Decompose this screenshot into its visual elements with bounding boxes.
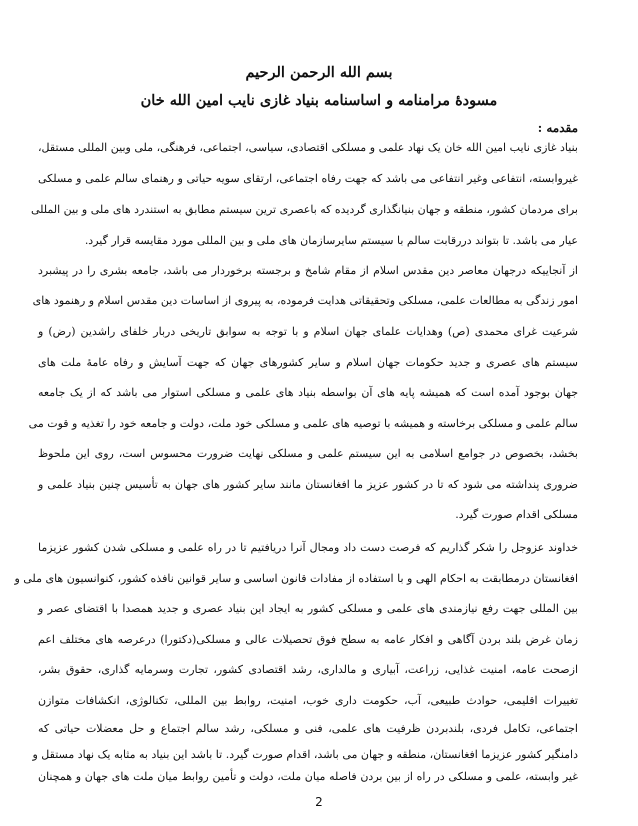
body-line: افغانستان درمطابقت به احکام الهی و با استفاده از مفادات قانون اساسی و سایر قوانین نافذه کشور، کنوانسیون های ملی و [14, 572, 578, 585]
body-line: مسلکی اقدام صورت گیرد. [455, 508, 578, 521]
body-line: عیار می باشد. تا بتواند دررقابت سالم با سیستم سایرسازمان های ملی و بین المللی مورد مقایسه قرار گیرد. [84, 234, 578, 247]
body-line: غیر وابسته، علمی و مسلکی در راه از بین بردن فاصله میان ملت، دولت و تأمین روابط میان ملت های جهان و همچنان [38, 770, 578, 783]
body-line: بین المللی جهت رفع نیازمندی های علمی و مسلکی کشور به ایجاد این بنیاد عصری و جدید همصدا با اقتضای عصر و [38, 602, 578, 615]
body-line: از آنجاییکه درجهان معاصر دین مقدس اسلام از مقام شامخ و برجسته برخوردار می باشد، جامعه بشری را در پیشبرد [38, 264, 578, 277]
page-number: 2 [315, 795, 323, 809]
body-line: ضروری پنداشته می شود که تا در کشور عزیز ما افغانستان مانند سایر کشور های جهان به تأسیس چنین بنیاد علمی و [38, 478, 578, 491]
section-heading: مقدمه : [537, 121, 578, 135]
body-line: سیستم های عصری و جدید حکومات جهان اسلام و سایر کشورهای جهان که جهت آسایش و رفاه عامۀ ملت های [38, 356, 578, 369]
basmala-heading: بسم الله الرحمن الرحیم [245, 64, 393, 81]
body-line: بخشد، بخصوص در جوامع اسلامی به این سیستم علمی و مسلکی نهایت ضرورت محسوس است، روی این ملحوظ [38, 447, 578, 460]
body-line: دامنگیر کشور عزیزما افغانستان، منطقه و جهان می باشد، اقدام صورت گیرد. تا باشد این بنیاد به مثابه یک نهاد مستقل و [32, 748, 578, 761]
body-line: اجتماعی، تکامل فردی، بلندبردن ظرفیت های علمی، فنی و مسلکی، رشد سالم اجتماع و حل معضلات حیاتی که [38, 722, 578, 735]
body-line: شرعیت غرای محمدی (ص) وهدایات علمای جهان اسلام و با توجه به سوابق تاریخی دربار خلفای راشدین (رض) و [38, 325, 578, 338]
body-line: سالم علمی و مسلکی برخاسته و همیشه با توصیه های علمی و مسلکی خود ملت، دولت و جامعه خود را تغذیه و قوت می [28, 417, 578, 430]
body-line: برای مردمان کشور، منطقه و جهان بنیانگذاری گردیده که باعصری ترین سیستم مطابق به استندرد های ملی و بین المللی [30, 203, 578, 216]
body-line: خداوند عزوجل را شکر گذاریم که فرصت دست داد ومجال آنرا دریافتیم تا در راه علمی و مسلکی شدن کشور عزیزما [38, 541, 578, 554]
body-line: امور زندگی به مطالعات علمی، مسلکی وتحقیقاتی هدایت فرموده، به پیروی از اساسات دین مقدس اسلام و رهنمود های [32, 294, 578, 307]
body-line: ازصحت عامه، امنیت غذایی، زراعت، آبیاری و مالداری، رشد اقتصادی کشور، تجارت وسرمایه گذاری، حقوق بشر، [38, 663, 578, 676]
body-line: غیروابسته، انتفاعی وغیر انتفاعی می باشد که جهت رفاه اجتماعی، ارتقای سویه حیاتی و رهنمای سالم علمی و مسلکی [38, 172, 578, 185]
body-line: بنیاد غازی نایب امین الله خان یک نهاد علمی و مسلکی اقتصادی، سیاسی، اجتماعی، فرهنگی، ملی وبین المللی مستقل، [38, 141, 578, 154]
body-line: جهان بوجود آمده است که همیشه پایه های آن بواسطه بنیاد های علمی و مسلکی استوار می باشد که از یک جامعه [38, 386, 578, 399]
body-line: زمان غرض بلند بردن آگاهی و افکار عامه به سطح فوق تحصیلات عالی و مسلکی(دکتورا) درعرصه های مختلف اعم [38, 633, 578, 646]
document-title: مسودۀ مرامنامه و اساسنامه بنیاد غازی نایب امین الله خان [140, 92, 498, 109]
body-line: تغییرات اقلیمی، حوادث طبیعی، آب، حکومت داری خوب، امنیت، روابط بین المللی، تکنالوژی، انکشافات متوازن [38, 694, 578, 707]
